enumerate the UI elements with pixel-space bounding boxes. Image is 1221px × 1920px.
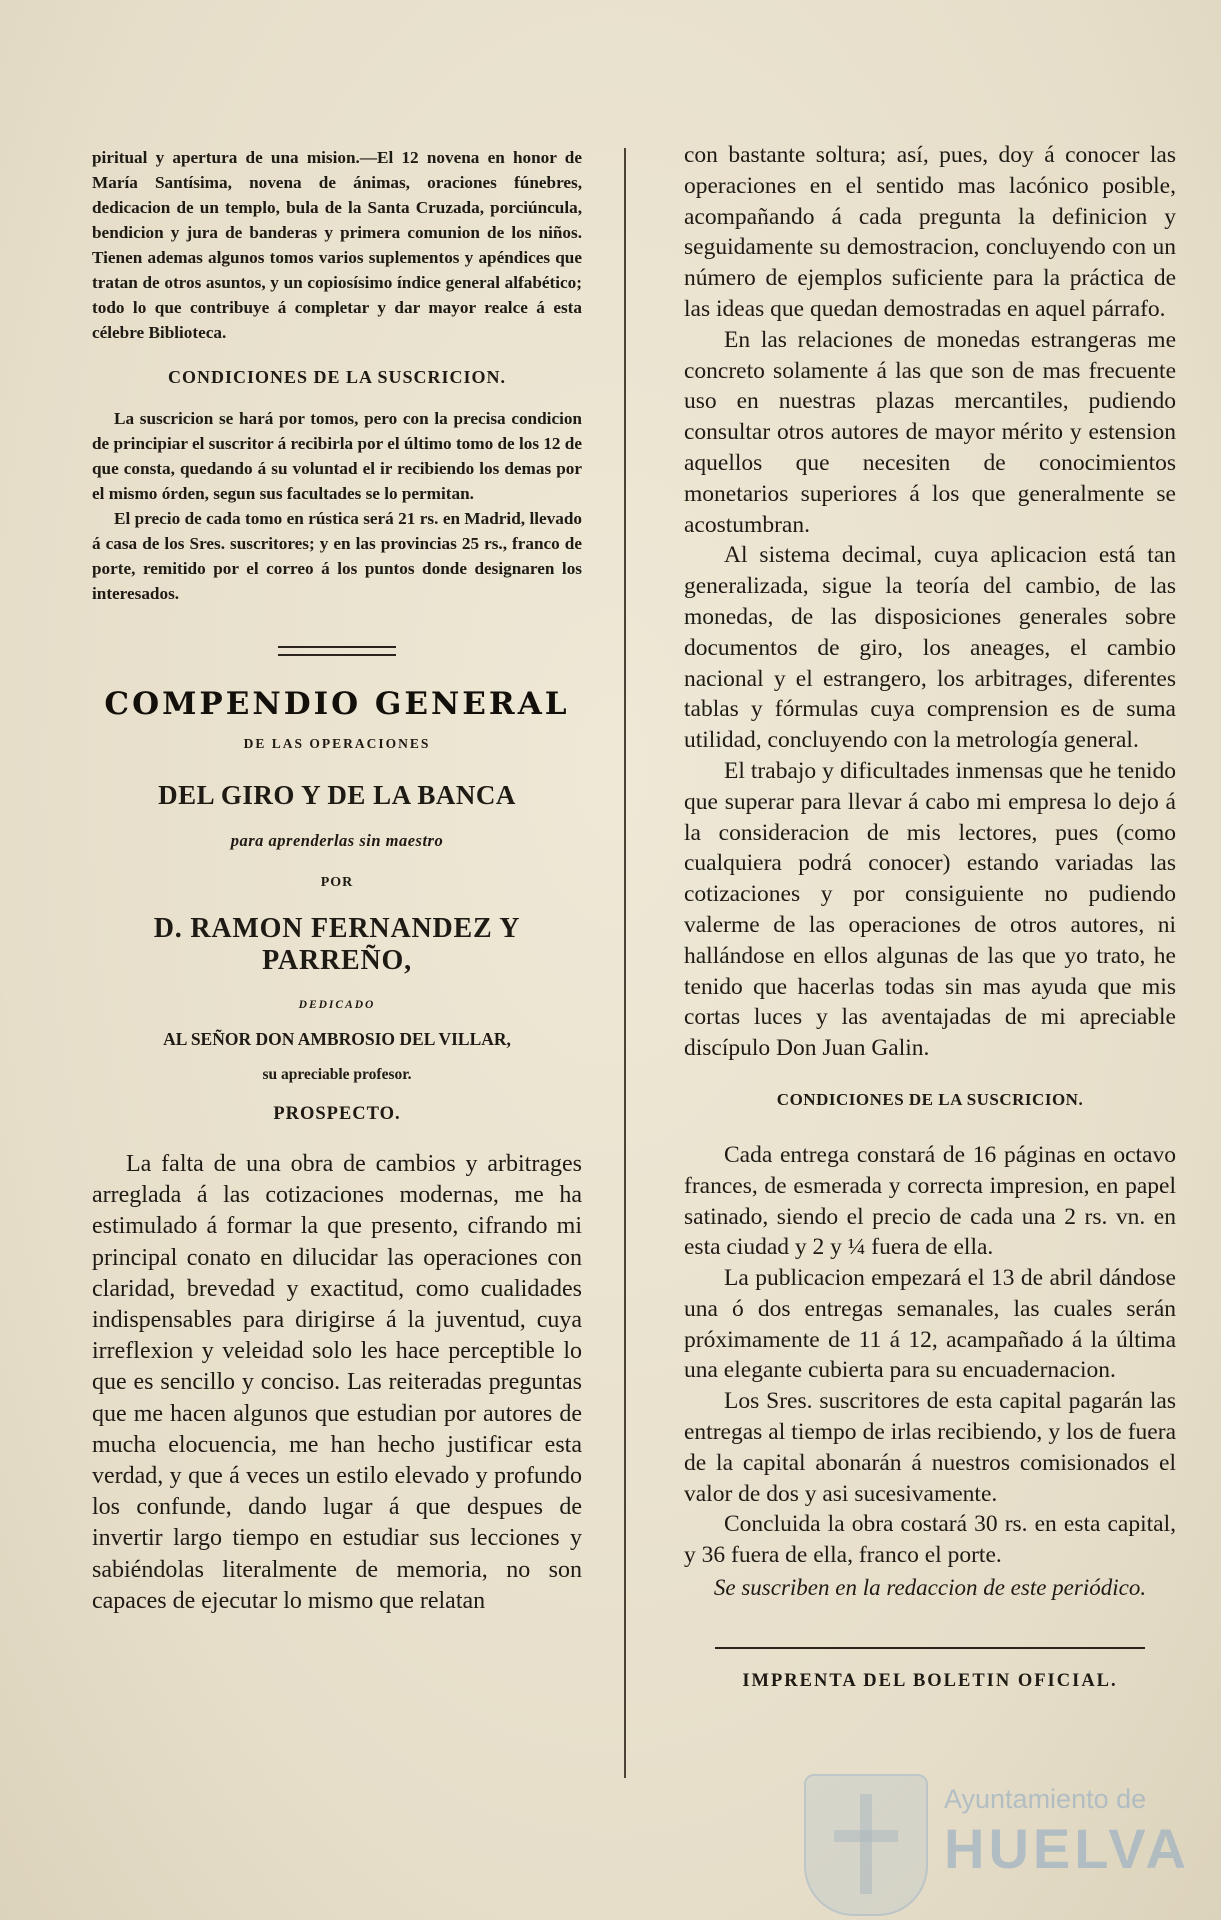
subscribe-note: Se suscriben en la redaccion de este periódico.	[713, 1575, 1147, 1601]
right-column	[684, 140, 1176, 1692]
watermark-line-1: Ayuntamiento de	[944, 1784, 1147, 1814]
right-conditions-heading: CONDICIONES DE LA SUSCRICION.	[776, 1089, 1084, 1109]
operaciones-subtitle: DE LAS OPERACIONES	[243, 736, 431, 751]
por-label: POR	[320, 875, 354, 890]
condition-3: Los Sres. suscritores de esta capital pagarán las entregas al tiempo de irlas recibiendo, y los de fuera de la capital abonarán á nuestros comisionados el valor de dos y asi sucesivamente.	[684, 1388, 1176, 1507]
right-paragraph-4: El trabajo y dificultades inmensas que he tenido que superar para llevar á cabo mi empresa lo dejo á la consideracion de mis lectores, pues (como cualquiera podrá conocer) estando variadas las cotizaciones y por consiguiente no pudiendo valerme de las operaciones de otros autores, ni hallándose en ellos algunas de las que yo trato, he tenido que hacerlas todas sin mas ayuda que mis cortas luces y las aventajadas de mi apreciable discípulo Don Juan Galin.	[684, 757, 1176, 1062]
left-column	[92, 145, 582, 1617]
compendio-title: COMPENDIO GENERAL	[104, 686, 570, 722]
apreciable-line: su apreciable profesor.	[262, 1066, 412, 1083]
section-divider	[278, 646, 396, 656]
watermark	[804, 1774, 1190, 1914]
bottom-divider	[715, 1647, 1145, 1649]
prospecto-heading: PROSPECTO.	[273, 1104, 401, 1124]
author-name: D. RAMON FERNANDEZ Y PARREÑO,	[153, 913, 521, 976]
left-conditions-p1: La suscricion se hará por tomos, pero con la precisa condicion de principiar el suscritor á recibirla por el último tomo de los 12 de que consta, quedando á su voluntad el ir recibiendo los demas por el mismo órden, segun sus facultades se lo permitan.	[92, 409, 582, 503]
dedicatee-name: AL SEÑOR DON AMBROSIO DEL VILLAR,	[163, 1029, 511, 1049]
left-conditions-heading: CONDICIONES DE LA SUSCRICION.	[167, 367, 507, 387]
coat-of-arms-icon	[804, 1774, 928, 1916]
right-paragraph-3: Al sistema decimal, cuya aplicacion está tan generalizada, sigue la teoría del cambio, de las monedas, de las disposiciones generales sobre documentos de giro, los aneages, el cambio nacional y el estrangero, los arbitrages, diferentes tablas y fórmulas cuya comprension es de suma utilidad, concluyendo con la metrología general.	[684, 542, 1176, 754]
biblioteca-paragraph: piritual y apertura de una mision.—El 12 novena en honor de María Santísima, novena de ánimas, oraciones fúnebres, dedicacion de un templo, bula de la Santa Cruzada, porciúncula, bendicion y jura de banderas y primera comunion de los niños. Tienen ademas algunos tomos varios suplementos y apéndices que tratan de otros asuntos, y un copiosísimo índice general alfabético; todo lo que contribuye á completar y dar mayor realce á esta célebre Biblioteca.	[92, 148, 582, 342]
left-conditions-p2: El precio de cada tomo en rústica será 21 rs. en Madrid, llevado á casa de los Sres. suscritores; y en las provincias 25 rs., franco de porte, remitido por el correo á los puntos donde designaren los interesados.	[92, 509, 582, 603]
right-paragraph-1: con bastante soltura; así, pues, doy á conocer las operaciones en el sentido mas lacónico posible, acompañando á cada pregunta la definicion y seguidamente su demostracion, concluyendo con un número de ejemplos suficiente para la práctica de las ideas que quedan demostradas en aquel párrafo.	[684, 142, 1176, 322]
sin-maestro-line: para aprenderlas sin maestro	[230, 831, 444, 850]
right-paragraph-2: En las relaciones de monedas estrangeras me concreto solamente á las que son de mas frecuente uso en nuestras plazas mercantiles, pudiendo consultar otros autores de mayor mérito y estension aquellos que necesiten de conocimientos monetarios superiores á los que generalmente se acostumbran.	[684, 326, 1176, 538]
printer-imprint: IMPRENTA DEL BOLETIN OFICIAL.	[742, 1671, 1118, 1692]
dedicado-label: DEDICADO	[298, 999, 376, 1011]
condition-4: Concluida la obra costará 30 rs. en esta capital, y 36 fuera de ella, franco el porte.	[684, 1511, 1176, 1569]
watermark-line-2: HUELVA	[944, 1817, 1190, 1880]
condition-1: Cada entrega constará de 16 páginas en octavo frances, de esmerada y correcta impresion, en papel satinado, siendo el precio de cada una 2 rs. vn. en esta ciudad y 2 y ¼ fuera de ella.	[684, 1141, 1176, 1261]
prospecto-paragraph: La falta de una obra de cambios y arbitrages arreglada á las cotizaciones modernas, me ha estimulado á formar la que presento, cifrando mi principal conato en dilucidar las operaciones con claridad, brevedad y exactitud, como cualidades indispensables para dirigirse á la juventud, cuya irreflexion y veleidad solo les hace perceptible lo que es sencillo y conciso. Las reiteradas preguntas que me hacen algunos que estudian por autores de mucha elocuencia, me han hecho justificar esta verdad, y que á veces un estilo elevado y profundo los confunde, dando lugar á que despues de invertir largo tiempo en estudiar sus lecciones y sabiéndolas literalmente de memoria, no son capaces de ejecutar lo mismo que relatan	[92, 1151, 582, 1614]
condition-2: La publicacion empezará el 13 de abril dándose una ó dos entregas semanales, las cuales serán próximamente de 11 á 12, acampañado á la última una elegante cubierta para su encuadernacion.	[684, 1265, 1176, 1384]
column-divider	[624, 148, 626, 1778]
giro-banca-title: DEL GIRO Y DE LA BANCA	[158, 780, 516, 810]
